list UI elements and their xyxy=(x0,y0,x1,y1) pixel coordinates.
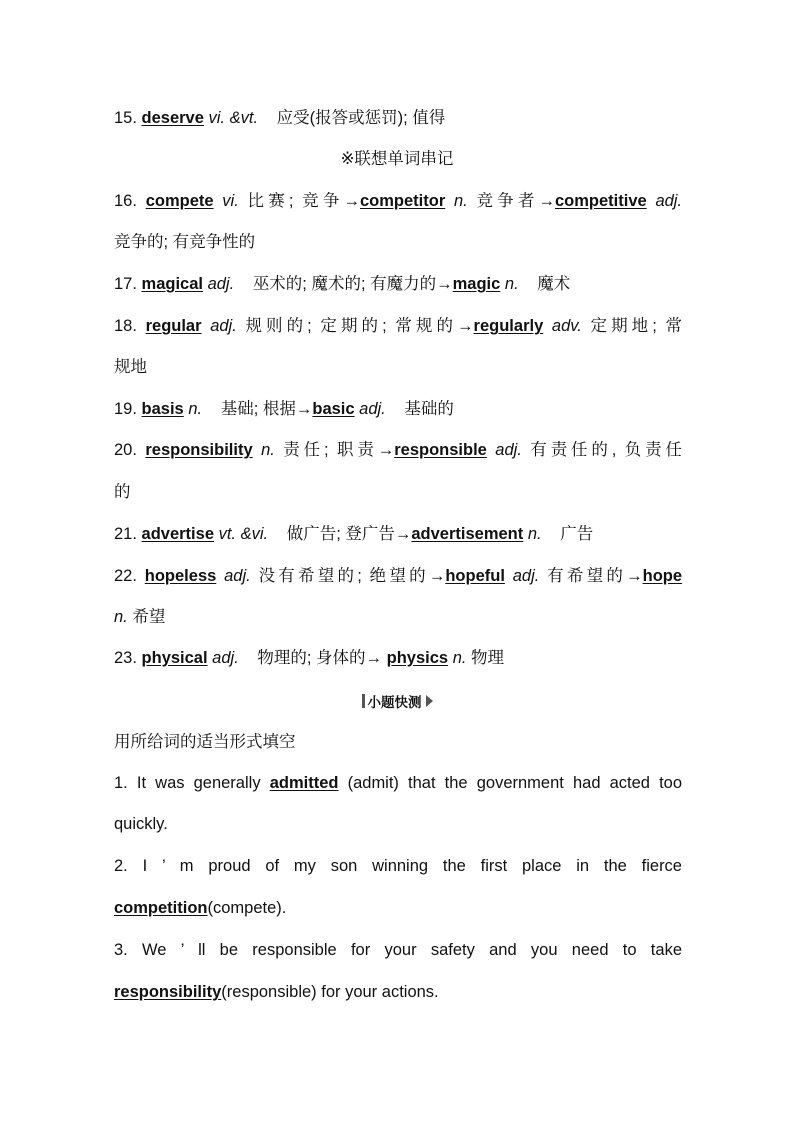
vocab-entry-17: 17. magical adj. 巫术的; 魔术的; 有魔力的→magic n. 魔术 xyxy=(114,275,571,293)
part-of-speech: vi. &vt. xyxy=(208,109,259,127)
vocab-entry-23: 23. physical adj. 物理的; 身体的→ physics n. 物理 xyxy=(114,649,505,667)
answer: responsibility xyxy=(114,983,222,1001)
quiz-section-badge: 小题快测 xyxy=(358,691,436,711)
vocab-entry-19: 19. basis n. 基础; 根据→basic adj. 基础的 xyxy=(114,400,454,418)
quiz-question-2-cont: competition(compete). xyxy=(114,899,287,917)
bar-icon xyxy=(362,694,365,708)
meaning: 应受(报答或惩罚); 值得 xyxy=(276,109,446,127)
vocab-entry-22: 22. hopeless adj. 没有希望的; 绝望的→hopeful adj. 有希望的→hope xyxy=(114,567,683,585)
answer: admitted xyxy=(269,774,339,792)
vocab-entry-15: 15. deserve vi. &vt. 应受(报答或惩罚); 值得 xyxy=(114,109,446,127)
answer: competition xyxy=(114,899,208,917)
quiz-instruction: 用所给词的适当形式填空 xyxy=(114,733,296,751)
quiz-question-3: 3. We ’ ll be responsible for your safety and you need to take xyxy=(114,941,682,959)
vocab-entry-18-cont: 规地 xyxy=(114,358,147,376)
quiz-question-1-cont: quickly. xyxy=(114,815,168,833)
vocab-entry-20-cont: 的 xyxy=(114,483,131,501)
vocab-entry-18: 18. regular adj. 规则的; 定期的; 常规的→regularly adv. 定期地; 常 xyxy=(114,317,682,335)
vocab-entry-16-cont: 竞争的; 有竞争性的 xyxy=(114,233,256,251)
vocab-entry-21: 21. advertise vt. &vi. 做广告; 登广告→advertisement n. 广告 xyxy=(114,525,594,543)
triangle-right-icon xyxy=(426,695,433,707)
section-heading: ※联想单词串记 xyxy=(340,150,454,168)
keyword: deserve xyxy=(141,109,204,127)
quiz-question-2: 2. I ’ m proud of my son winning the first place in the fierce xyxy=(114,857,682,875)
keyword: compete xyxy=(145,192,214,210)
vocab-entry-20: 20. responsibility n. 责任; 职责→responsible adj. 有责任的, 负责任 xyxy=(114,441,682,459)
quiz-question-1: 1. It was generally admitted (admit) that the government had acted too xyxy=(114,774,683,792)
vocab-entry-22-cont: n. 希望 xyxy=(114,608,166,626)
vocab-entry-16: 16. compete vi. 比赛; 竞争→competitor n. 竞争者→competitive adj. xyxy=(114,192,683,210)
quiz-question-3-cont: responsibility(responsible) for your actions. xyxy=(114,983,439,1001)
